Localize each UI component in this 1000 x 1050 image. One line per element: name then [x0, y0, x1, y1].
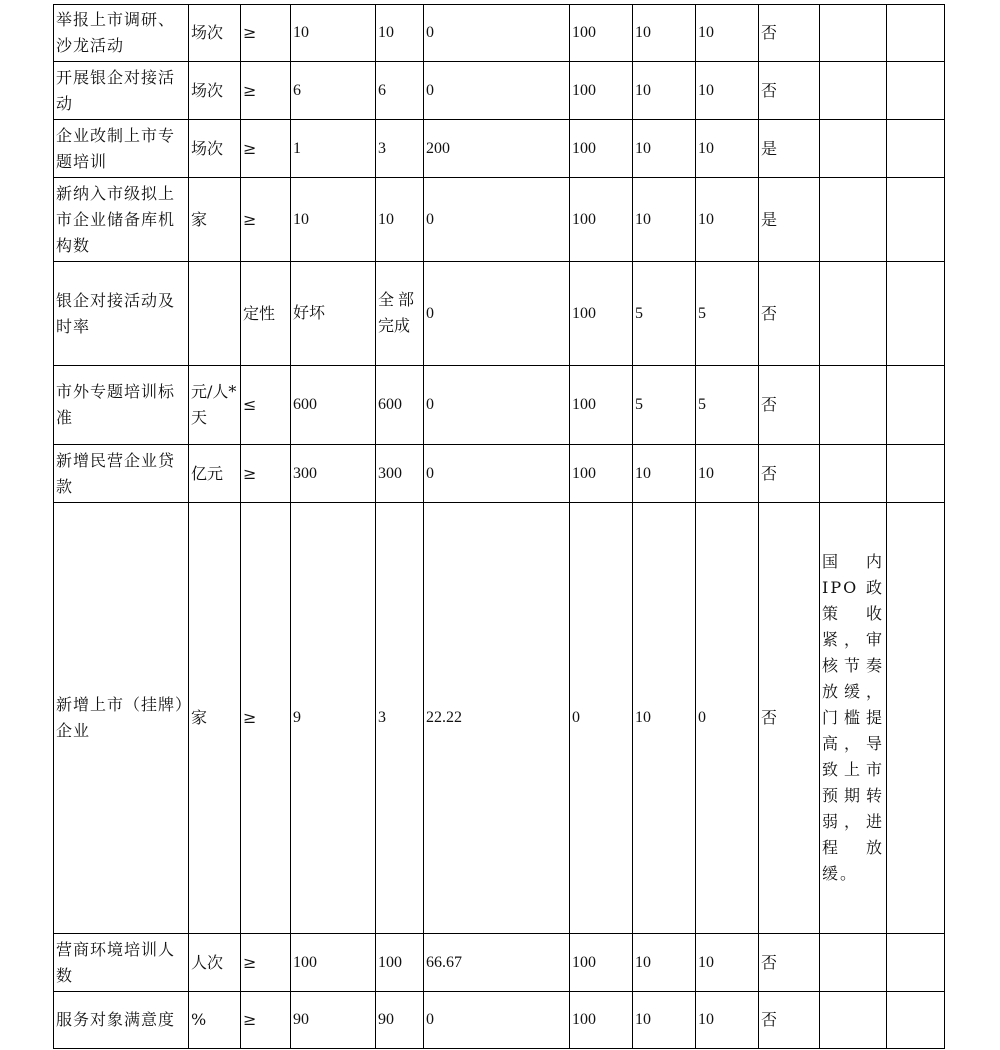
actual-value-cell: 90	[376, 992, 424, 1049]
table-row	[54, 934, 945, 992]
operator-cell: ≥	[241, 934, 291, 992]
deviation-cell: 0	[424, 992, 570, 1049]
remark-cell	[887, 178, 945, 262]
flag-cell: 否	[759, 5, 820, 62]
indicator-name-cell: 开展银企对接活动	[54, 62, 189, 120]
target-value-cell: 9	[291, 503, 376, 934]
score-cell: 10	[696, 445, 759, 503]
actual-value-cell: 3	[376, 120, 424, 178]
unit-cell: 家	[189, 503, 241, 934]
actual-value-cell: 300	[376, 445, 424, 503]
deviation-reason-cell	[820, 62, 887, 120]
score-cell: 10	[696, 178, 759, 262]
remark-cell	[887, 445, 945, 503]
remark-cell	[887, 503, 945, 934]
operator-cell: ≥	[241, 62, 291, 120]
deviation-cell: 0	[424, 445, 570, 503]
unit-cell	[189, 262, 241, 366]
deviation-cell: 22.22	[424, 503, 570, 934]
table-row	[54, 503, 945, 934]
completion-rate-cell: 100	[570, 445, 633, 503]
actual-value-cell: 10	[376, 178, 424, 262]
score-cell: 5	[696, 366, 759, 445]
flag-cell: 否	[759, 934, 820, 992]
flag-cell: 否	[759, 62, 820, 120]
table-row	[54, 262, 945, 366]
weight-cell: 5	[633, 366, 696, 445]
table-body	[54, 5, 945, 1049]
completion-rate-cell: 0	[570, 503, 633, 934]
indicator-name-cell: 服务对象满意度	[54, 992, 189, 1049]
target-value-cell: 1	[291, 120, 376, 178]
score-cell: 10	[696, 120, 759, 178]
unit-cell: 场次	[189, 5, 241, 62]
weight-cell: 10	[633, 934, 696, 992]
flag-cell: 否	[759, 445, 820, 503]
table-row	[54, 178, 945, 262]
completion-rate-cell: 100	[570, 262, 633, 366]
actual-value-cell: 600	[376, 366, 424, 445]
actual-value-cell: 100	[376, 934, 424, 992]
table-row	[54, 5, 945, 62]
operator-cell: 定性	[241, 262, 291, 366]
indicator-name-cell: 新增民营企业贷款	[54, 445, 189, 503]
score-cell: 10	[696, 62, 759, 120]
flag-cell: 否	[759, 503, 820, 934]
table-row	[54, 445, 945, 503]
flag-cell: 否	[759, 366, 820, 445]
deviation-reason-cell	[820, 262, 887, 366]
remark-cell	[887, 62, 945, 120]
unit-cell: 亿元	[189, 445, 241, 503]
deviation-cell: 0	[424, 178, 570, 262]
actual-value-cell: 3	[376, 503, 424, 934]
target-value-cell: 600	[291, 366, 376, 445]
deviation-reason-cell: 国内IPO政策收紧，审核节奏放缓，门槛提高，导致上市预期转弱，进程放缓。	[820, 503, 887, 934]
operator-cell: ≤	[241, 366, 291, 445]
deviation-reason-cell	[820, 120, 887, 178]
operator-cell: ≥	[241, 178, 291, 262]
unit-cell: 人次	[189, 934, 241, 992]
target-value-cell: 6	[291, 62, 376, 120]
operator-cell: ≥	[241, 445, 291, 503]
weight-cell: 10	[633, 120, 696, 178]
deviation-cell: 200	[424, 120, 570, 178]
weight-cell: 10	[633, 503, 696, 934]
deviation-reason-cell	[820, 178, 887, 262]
weight-cell: 10	[633, 992, 696, 1049]
deviation-cell: 66.67	[424, 934, 570, 992]
indicator-name-cell: 营商环境培训人数	[54, 934, 189, 992]
completion-rate-cell: 100	[570, 62, 633, 120]
target-value-cell: 10	[291, 5, 376, 62]
completion-rate-cell: 100	[570, 934, 633, 992]
completion-rate-cell: 100	[570, 366, 633, 445]
score-cell: 10	[696, 992, 759, 1049]
table-row	[54, 62, 945, 120]
remark-cell	[887, 262, 945, 366]
deviation-reason-cell	[820, 934, 887, 992]
table-row	[54, 366, 945, 445]
operator-cell: ≥	[241, 120, 291, 178]
completion-rate-cell: 100	[570, 178, 633, 262]
weight-cell: 10	[633, 5, 696, 62]
weight-cell: 10	[633, 445, 696, 503]
remark-cell	[887, 120, 945, 178]
unit-cell: %	[189, 992, 241, 1049]
actual-value-cell: 10	[376, 5, 424, 62]
flag-cell: 否	[759, 262, 820, 366]
target-value-cell: 300	[291, 445, 376, 503]
target-value-cell: 100	[291, 934, 376, 992]
deviation-cell: 0	[424, 262, 570, 366]
table-row	[54, 992, 945, 1049]
flag-cell: 是	[759, 120, 820, 178]
target-value-cell: 好坏	[291, 262, 376, 366]
indicator-name-cell: 新增上市（挂牌）企业	[54, 503, 189, 934]
operator-cell: ≥	[241, 503, 291, 934]
actual-value-cell: 全 部完成	[376, 262, 424, 366]
indicator-name-cell: 举报上市调研、沙龙活动	[54, 5, 189, 62]
operator-cell: ≥	[241, 992, 291, 1049]
remark-cell	[887, 992, 945, 1049]
operator-cell: ≥	[241, 5, 291, 62]
indicator-name-cell: 企业改制上市专题培训	[54, 120, 189, 178]
remark-cell	[887, 5, 945, 62]
deviation-cell: 0	[424, 366, 570, 445]
performance-indicator-table	[53, 4, 945, 1049]
target-value-cell: 90	[291, 992, 376, 1049]
deviation-cell: 0	[424, 5, 570, 62]
indicator-name-cell: 银企对接活动及时率	[54, 262, 189, 366]
remark-cell	[887, 934, 945, 992]
flag-cell: 是	[759, 178, 820, 262]
weight-cell: 5	[633, 262, 696, 366]
unit-cell: 家	[189, 178, 241, 262]
unit-cell: 元/人*天	[189, 366, 241, 445]
flag-cell: 否	[759, 992, 820, 1049]
indicator-name-cell: 市外专题培训标准	[54, 366, 189, 445]
unit-cell: 场次	[189, 62, 241, 120]
deviation-reason-cell	[820, 5, 887, 62]
unit-cell: 场次	[189, 120, 241, 178]
score-cell: 10	[696, 5, 759, 62]
weight-cell: 10	[633, 178, 696, 262]
score-cell: 0	[696, 503, 759, 934]
completion-rate-cell: 100	[570, 120, 633, 178]
table-row	[54, 120, 945, 178]
score-cell: 5	[696, 262, 759, 366]
indicator-name-cell: 新纳入市级拟上市企业储备库机构数	[54, 178, 189, 262]
deviation-reason-cell	[820, 445, 887, 503]
deviation-cell: 0	[424, 62, 570, 120]
completion-rate-cell: 100	[570, 992, 633, 1049]
completion-rate-cell: 100	[570, 5, 633, 62]
target-value-cell: 10	[291, 178, 376, 262]
weight-cell: 10	[633, 62, 696, 120]
score-cell: 10	[696, 934, 759, 992]
deviation-reason-cell	[820, 992, 887, 1049]
remark-cell	[887, 366, 945, 445]
deviation-reason-cell	[820, 366, 887, 445]
actual-value-cell: 6	[376, 62, 424, 120]
